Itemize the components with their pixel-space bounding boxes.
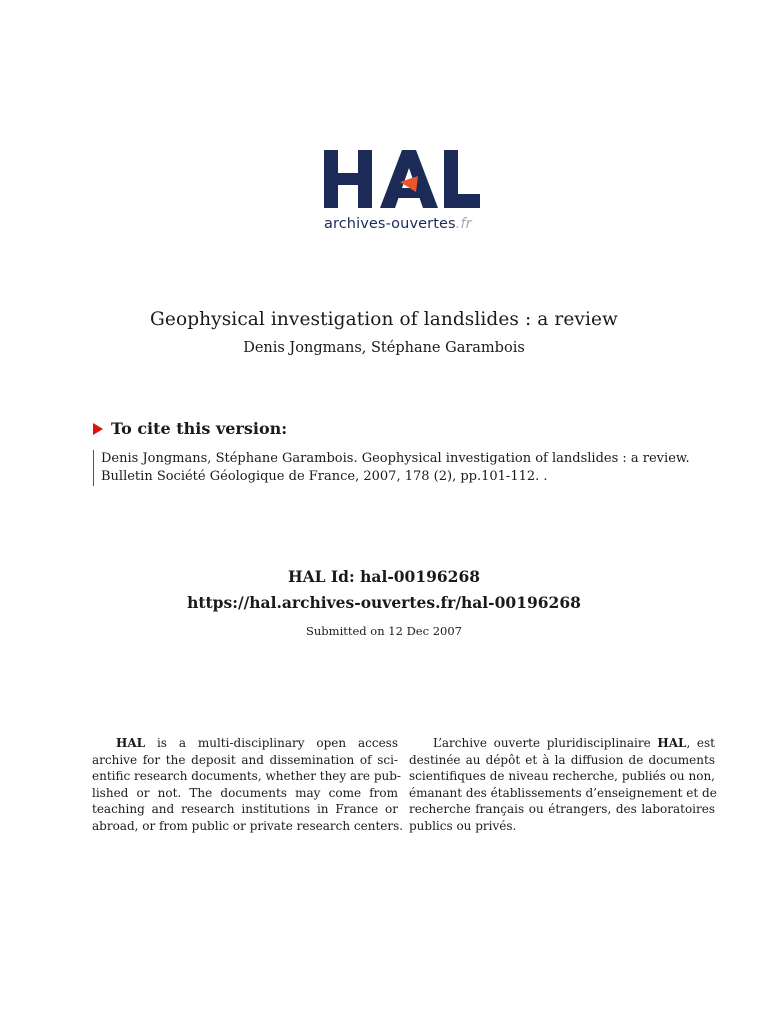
description-line: archive for the deposit and dissemination of sci-	[92, 752, 398, 767]
description-line: entific research documents, whether they are pub-	[92, 769, 401, 784]
citation-line-1: Denis Jongmans, Stéphane Garambois. Geophysical investigation of landslides : a review.	[101, 451, 690, 466]
hal-bold: HAL	[657, 736, 687, 750]
hal-url-link[interactable]: https://hal.archives-ouvertes.fr/hal-00196268	[187, 593, 581, 612]
cite-heading	[93, 419, 287, 438]
description-line: lished or not. The documents may come from	[92, 785, 398, 800]
citation-line-2: Bulletin Société Géologique de France, 2007, 178 (2), pp.101-112. .	[101, 469, 548, 484]
french-description	[409, 735, 715, 835]
description-line: abroad, or from public or private research centers.	[92, 818, 404, 833]
paper-authors: Denis Jongmans, Stéphane Garambois	[243, 340, 525, 356]
description-line: publics ou privés.	[409, 818, 517, 833]
description-line: L’archive ouverte pluridisciplinaire HAL, est	[433, 736, 715, 750]
description-line: recherche français ou étrangers, des laboratoires	[409, 802, 715, 817]
description-line: teaching and research institutions in France or	[92, 802, 398, 817]
citation-block	[93, 450, 731, 486]
logo-subtitle: archives-ouvertes.fr	[324, 216, 472, 232]
paper-title: Geophysical investigation of landslides : a review	[150, 309, 618, 330]
description-line: émanant des établissements d’enseignement et de	[409, 785, 717, 800]
cite-heading-text: To cite this version:	[111, 419, 288, 438]
english-description	[92, 735, 404, 835]
submission-date: Submitted on 12 Dec 2007	[306, 624, 462, 638]
description-line: destinée au dépôt et à la diffusion de documents	[409, 752, 715, 767]
description-line: HAL is a multi-disciplinary open access	[116, 736, 398, 750]
description-line: scientifiques de niveau recherche, publiés ou non,	[409, 769, 715, 784]
hal-id: HAL Id: hal-00196268	[287, 567, 481, 586]
hal-bold: HAL	[116, 736, 146, 750]
triangle-bullet-icon	[93, 423, 103, 435]
hal-logo	[320, 146, 490, 238]
hal-logo-mark	[320, 146, 484, 212]
